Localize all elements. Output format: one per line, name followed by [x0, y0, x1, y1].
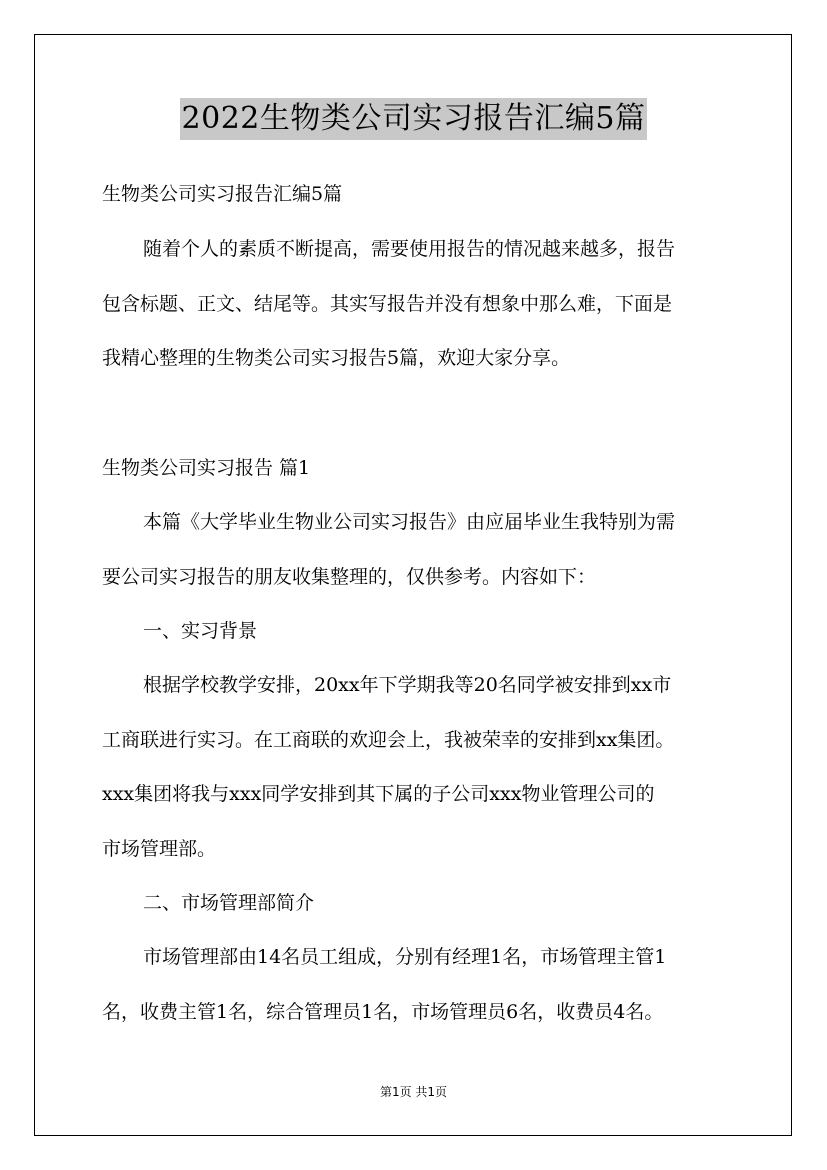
- background-line-4: 市场管理部。: [102, 838, 217, 860]
- section-heading: 生物类公司实习报告 篇1: [102, 457, 311, 479]
- heading-department: 二、市场管理部简介: [143, 892, 315, 914]
- section-intro-line-2: 要公司实习报告的朋友收集整理的，仅供参考。内容如下：: [102, 566, 597, 588]
- background-line-3: xxx集团将我与xxx同学安排到其下属的子公司xxx物业管理公司的: [102, 783, 655, 805]
- document-subtitle: 生物类公司实习报告汇编5篇: [102, 183, 343, 205]
- background-line-2: 工商联进行实习。在工商联的欢迎会上，我被荣幸的安排到xx集团。: [102, 729, 675, 751]
- intro-line-1: 随着个人的素质不断提高，需要使用报告的情况越来越多，报告: [143, 238, 676, 260]
- department-line-1: 市场管理部由14名员工组成，分别有经理1名，市场管理主管1: [143, 946, 667, 968]
- department-line-2: 名，收费主管1名，综合管理员1名，市场管理员6名，收费员4名。: [102, 1001, 664, 1023]
- intro-line-2: 包含标题、正文、结尾等。其实写报告并没有想象中那么难，下面是: [102, 293, 673, 315]
- document-title: 2022生物类公司实习报告汇编5篇: [180, 98, 648, 140]
- intro-line-3: 我精心整理的生物类公司实习报告5篇，欢迎大家分享。: [102, 347, 571, 369]
- heading-background: 一、实习背景: [143, 620, 258, 642]
- title-container: [0, 98, 827, 140]
- section-intro-line-1: 本篇《大学毕业生物业公司实习报告》由应届毕业生我特别为需: [143, 511, 676, 533]
- background-line-1: 根据学校教学安排，20xx年下学期我等20名同学被安排到xx市: [143, 674, 672, 696]
- page-footer: 第1页 共1页: [379, 1085, 448, 1099]
